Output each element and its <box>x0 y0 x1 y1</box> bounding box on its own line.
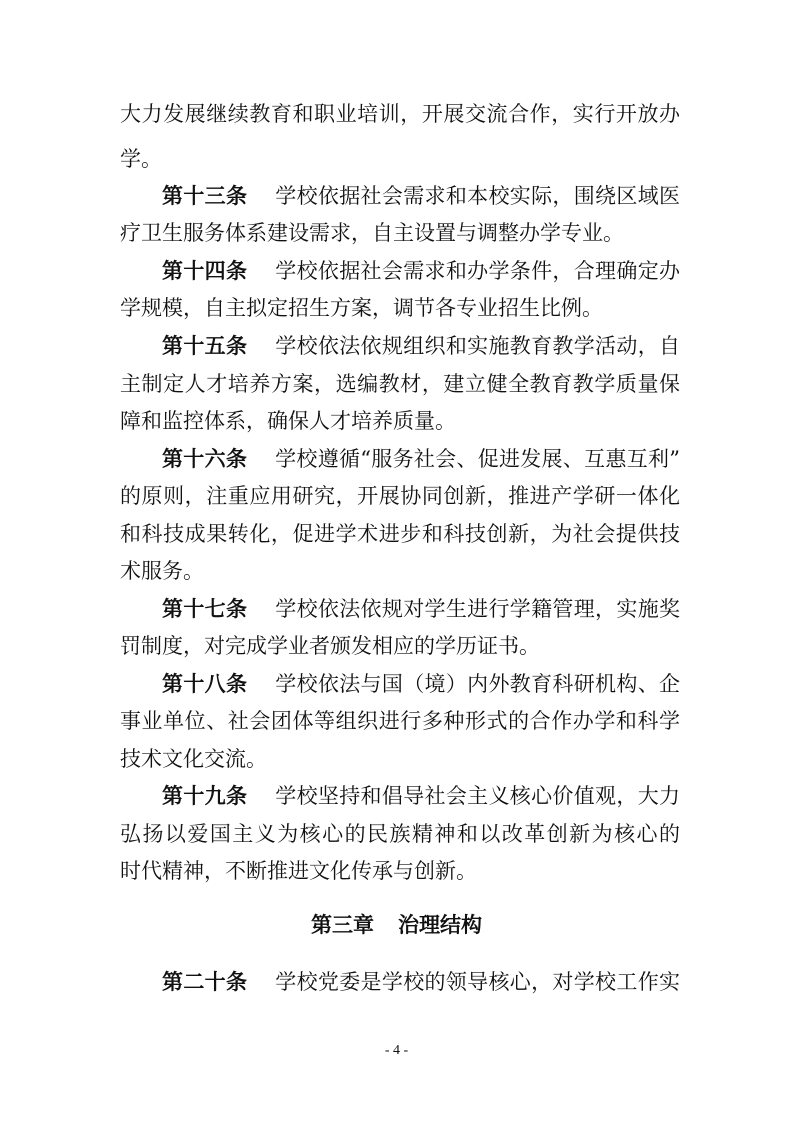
article-13-line: 疗卫生服务体系建设需求，自主设置与调整办学专业。 <box>120 221 624 245</box>
article-17-number: 第十七条 <box>162 597 248 621</box>
article-13-number: 第十三条 <box>162 184 248 208</box>
article-16-text: 学校遵循“服务社会、促进发展、互惠互利” <box>275 447 680 471</box>
article-13-first-line <box>162 182 680 210</box>
article-18-first-line <box>162 670 680 698</box>
article-17-first-line <box>162 595 680 623</box>
article-14-line: 学规模，自主拟定招生方案，调节各专业招生比例。 <box>120 296 603 320</box>
intro-line: 学。 <box>120 147 162 171</box>
article-18-line: 事业单位、社会团体等组织进行多种形式的合作办学和科学 <box>120 709 680 733</box>
article-14-number: 第十四条 <box>162 259 248 283</box>
article-19-line: 弘扬以爱国主义为核心的民族精神和以改革创新为核心的 <box>120 822 680 846</box>
article-19-number: 第十九条 <box>162 784 248 808</box>
article-17-text: 学校依法依规对学生进行学籍管理，实施奖 <box>275 597 680 621</box>
chapter-heading <box>0 911 793 939</box>
article-15-first-line <box>162 332 680 360</box>
article-16-number: 第十六条 <box>162 447 248 471</box>
article-20-first-line <box>162 968 680 996</box>
article-18-number: 第十八条 <box>162 672 248 696</box>
article-20-text: 学校党委是学校的领导核心，对学校工作实 <box>275 970 680 994</box>
article-17-line: 罚制度，对完成学业者颁发相应的学历证书。 <box>120 634 540 658</box>
article-16-line: 的原则，注重应用研究，开展协同创新，推进产学研一体化 <box>120 484 680 508</box>
article-15-line: 主制定人才培养方案，选编教材，建立健全教育教学质量保 <box>120 372 680 396</box>
article-19-text: 学校坚持和倡导社会主义核心价值观，大力 <box>275 784 680 808</box>
page-number: - 4 - <box>384 1043 409 1058</box>
chapter-title: 治理结构 <box>398 913 482 937</box>
article-19-first-line <box>162 782 680 810</box>
chapter-number: 第三章 <box>311 913 374 937</box>
article-15-line: 障和监控体系，确保人才培养质量。 <box>120 409 456 433</box>
article-18-line: 技术文化交流。 <box>120 747 267 771</box>
article-16-first-line <box>162 445 680 473</box>
article-16-line: 术服务。 <box>120 559 204 583</box>
article-16-line: 和科技成果转化，促进学术进步和科技创新，为社会提供技 <box>120 522 680 546</box>
article-15-text: 学校依法依规组织和实施教育教学活动，自 <box>275 334 680 358</box>
article-20-number: 第二十条 <box>162 970 248 994</box>
article-14-text: 学校依据社会需求和办学条件，合理确定办 <box>275 259 680 283</box>
article-14-first-line <box>162 257 680 285</box>
article-19-line: 时代精神，不断推进文化传承与创新。 <box>120 859 477 883</box>
article-15-number: 第十五条 <box>162 334 248 358</box>
article-13-text: 学校依据社会需求和本校实际，围绕区域医 <box>275 184 680 208</box>
intro-line: 大力发展继续教育和职业培训，开展交流合作，实行开放办 <box>120 102 680 126</box>
article-18-text: 学校依法与国（境）内外教育科研机构、企 <box>275 672 680 696</box>
